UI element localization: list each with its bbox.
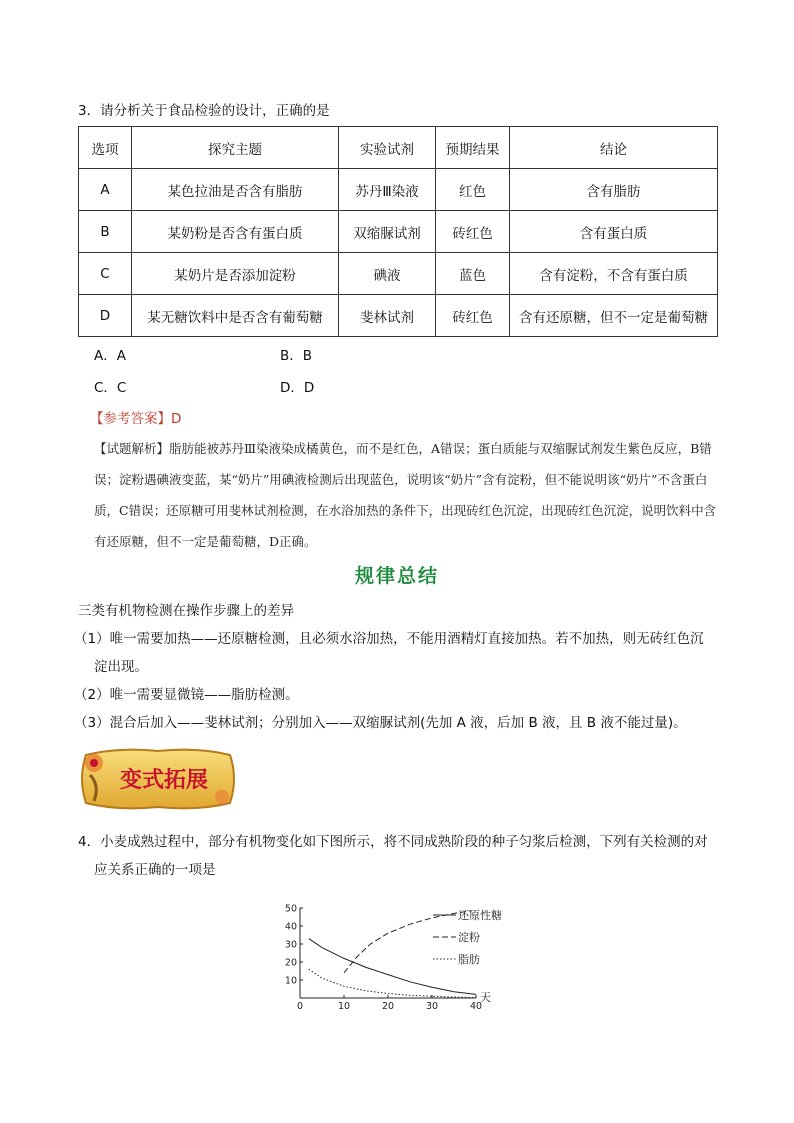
x-tick-label: 0	[296, 1001, 304, 1012]
variant-banner	[78, 745, 238, 813]
table-cell: 斐林试剂	[339, 295, 436, 337]
table-cell: 红色	[436, 169, 510, 211]
y-tick-label: 20	[284, 957, 297, 969]
series-line-1	[309, 939, 476, 995]
header-cell: 实验试剂	[339, 127, 436, 169]
option-d[interactable]: D．D	[280, 380, 315, 396]
answer-value: D	[171, 411, 182, 427]
y-tick-label: 50	[284, 903, 297, 915]
table-cell: A	[79, 169, 132, 211]
option-b[interactable]: B．B	[280, 348, 313, 364]
chart-legend	[433, 908, 502, 966]
table-cell: 砖红色	[436, 295, 510, 337]
legend-label: 淀粉	[458, 931, 480, 944]
header-cell: 选项	[79, 127, 132, 169]
chart-series	[309, 911, 476, 998]
x-tick-label: 30	[425, 1001, 439, 1012]
banner-graphic	[78, 745, 238, 813]
section-title: 规律总结	[354, 565, 439, 587]
table-cell: B	[79, 211, 132, 253]
answer-label: 【参考答案】	[90, 411, 171, 427]
table-cell: 蓝色	[436, 253, 510, 295]
flower-icon-2	[215, 790, 229, 804]
series-line-3	[309, 969, 476, 997]
legend-label: 还原性糖	[458, 909, 502, 922]
table-cell: 苏丹Ⅲ染液	[339, 169, 436, 211]
y-tick-label: 30	[284, 939, 297, 951]
table-cell: 某色拉油是否含有脂肪	[132, 169, 339, 211]
q3-table	[78, 126, 718, 337]
table-cell: 双缩脲试剂	[339, 211, 436, 253]
option-a[interactable]: A．A	[94, 348, 126, 364]
table-cell: 含有蛋白质	[510, 211, 718, 253]
summary-item-3: （3）混合后加入——斐林试剂；分别加入——双缩脲试剂(先加 A 液，后加 B 液，且 B 液不能过量)。	[74, 715, 687, 731]
table-cell: 某奶粉是否含有蛋白质	[132, 211, 339, 253]
table-row	[79, 253, 718, 295]
table-cell: D	[79, 295, 132, 337]
banner-text: 变式拓展	[119, 767, 209, 793]
table-header-row	[79, 127, 718, 169]
reference-answer	[90, 407, 181, 427]
q3-stem: 3．请分析关于食品检验的设计，正确的是	[78, 103, 330, 119]
summary-item-2: （2）唯一需要显微镜——脂肪检测。	[74, 687, 299, 703]
x-axis-label: 天	[480, 991, 491, 1004]
table-cell: 含有淀粉，不含有蛋白质	[510, 253, 718, 295]
header-cell: 结论	[510, 127, 718, 169]
q4-stem-cont: 应关系正确的一项是	[94, 862, 216, 878]
y-tick-label: 40	[284, 921, 297, 933]
table-cell: 碘液	[339, 253, 436, 295]
table-cell: 某奶片是否添加淀粉	[132, 253, 339, 295]
table-cell: 含有还原糖，但不一定是葡萄糖	[510, 295, 718, 337]
option-c[interactable]: C．C	[94, 380, 127, 396]
header-cell: 预期结果	[436, 127, 510, 169]
maturation-chart	[280, 898, 520, 1013]
table-cell: 砖红色	[436, 211, 510, 253]
analysis-text: 【试题解析】脂肪能被苏丹Ⅲ染液染成橘黄色，而不是红色，A错误；蛋白质能与双缩脲试剂发生紫色反应，B错误；淀粉遇碘液变蓝，某“奶片”用碘液检测后出现蓝色，说明该“奶片”含有淀粉，但不能说明该“奶片”不含蛋白质，C错误；还原糖可用斐林试剂检测，在水浴加热的条件下，出现砖红色沉淀，出现砖红色沉淀，说明饮料中含有还原糖，但不一定是葡萄糖，D正确。	[94, 441, 717, 549]
table-cell: C	[79, 253, 132, 295]
table-row	[79, 295, 718, 337]
summary-item-1: （1）唯一需要加热——还原糖检测，且必须水浴加热，不能用酒精灯直接加热。若不加热，则无砖红色沉	[74, 631, 704, 647]
table-row	[79, 169, 718, 211]
x-tick-label: 40	[469, 1001, 483, 1012]
summary-intro: 三类有机物检测在操作步骤上的差异	[78, 603, 294, 619]
table-cell: 某无糖饮料中是否含有葡萄糖	[132, 295, 339, 337]
header-cell: 探究主题	[132, 127, 339, 169]
table-row	[79, 211, 718, 253]
x-tick-label: 20	[381, 1001, 395, 1012]
x-tick-label: 10	[337, 1001, 351, 1012]
summary-item-1-cont: 淀出现。	[94, 659, 148, 675]
table-cell: 含有脂肪	[510, 169, 718, 211]
q4-stem: 4．小麦成熟过程中，部分有机物变化如下图所示，将不同成熟阶段的种子匀浆后检测，下列有关检测的对	[78, 834, 708, 850]
y-tick-label: 10	[284, 975, 297, 987]
series-line-2	[344, 911, 472, 973]
legend-label: 脂肪	[458, 953, 480, 966]
